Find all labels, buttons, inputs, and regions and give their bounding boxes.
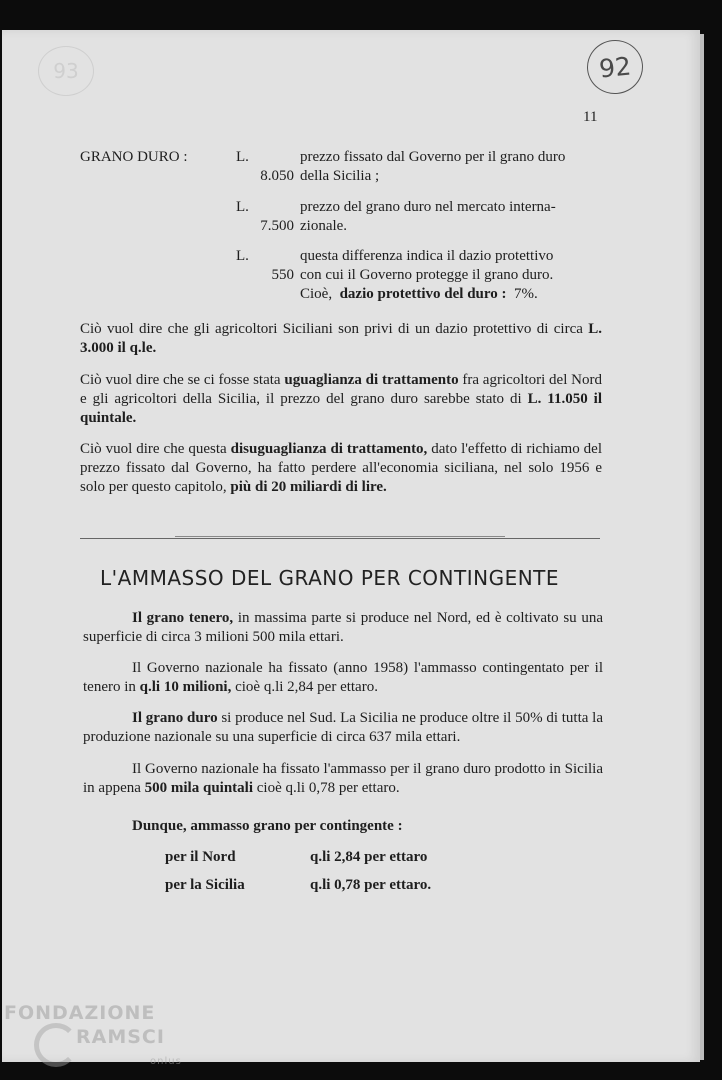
price-entry-2-text: prezzo del grano duro nel mercato interna- zionale. bbox=[300, 199, 556, 234]
section-paragraph-3: Il grano duro si produce nel Sud. La Sicilia ne produce oltre il 50% di tutta la produzione nazionale su una superficie di circa 637 mila ettari. bbox=[83, 710, 603, 745]
grano-duro-label: GRANO DURO : bbox=[80, 149, 188, 165]
price-entry-1-text: prezzo fissato dal Governo per il grano duro della Sicilia ; bbox=[300, 149, 566, 184]
price-entry-3-amount: L.550 bbox=[236, 248, 294, 283]
summary-row-label: per il Nord bbox=[165, 849, 236, 865]
price-entry-3-text: questa differenza indica il dazio protettivo con cui il Governo protegge il grano duro. Cioè, dazio protettivo del duro : 7%. bbox=[300, 248, 554, 302]
price-entry-1-amount: L.8.050 bbox=[236, 149, 294, 184]
section-divider bbox=[80, 538, 600, 539]
summary-heading: Dunque, ammasso grano per contingente : bbox=[132, 818, 403, 834]
summary-row-value: q.li 2,84 per ettaro bbox=[310, 849, 428, 865]
fondazione-gramsci-watermark: FONDAZIONE RAMSCI onlus bbox=[4, 1002, 182, 1067]
summary-row-value: q.li 0,78 per ettaro. bbox=[310, 877, 432, 893]
page-edge bbox=[700, 34, 704, 1060]
section-title: L'AMMASSO DEL GRANO PER CONTINGENTE bbox=[100, 566, 560, 590]
faint-stamp: 93 bbox=[38, 46, 94, 96]
section-paragraph-1: Il grano tenero, in massima parte si produce nel Nord, ed è coltivato su una superficie di circa 3 milioni 500 mila ettari. bbox=[83, 610, 604, 645]
summary-row-label: per la Sicilia bbox=[165, 877, 245, 893]
paragraph-2: Ciò vuol dire che se ci fosse stata uguaglianza di trattamento fra agricoltori del Nord e gli agricoltori della Sicilia, il prezzo del grano duro sarebbe stato di L. 11.050 il quintale. bbox=[80, 372, 602, 426]
archive-number: 92 bbox=[584, 37, 645, 97]
paragraph-1: Ciò vuol dire che gli agricoltori Siciliani son privi di un dazio protettivo di circa L. 3.000 il q.le. bbox=[80, 321, 602, 356]
section-paragraph-4: Il Governo nazionale ha fissato l'ammasso per il grano duro prodotto in Sicilia in appena 500 mila quintali cioè q.li 0,78 per ettaro. bbox=[83, 761, 603, 796]
page-number: 11 bbox=[583, 109, 598, 125]
section-paragraph-2: Il Governo nazionale ha fissato (anno 1958) l'ammasso contingentato per il tenero in q.li 10 milioni, cioè q.li 2,84 per ettaro. bbox=[83, 660, 603, 695]
price-entry-2-amount: L.7.500 bbox=[236, 199, 294, 234]
divider-accent bbox=[175, 536, 505, 537]
paragraph-3: Ciò vuol dire che questa disuguaglianza di trattamento, dato l'effetto di richiamo del prezzo fissato dal Governo, ha fatto perdere all'economia siciliana, nel solo 1956 e solo per questo capitolo, più di 20 miliardi di lire. bbox=[80, 441, 603, 495]
gramsci-g-logo bbox=[34, 1023, 78, 1067]
